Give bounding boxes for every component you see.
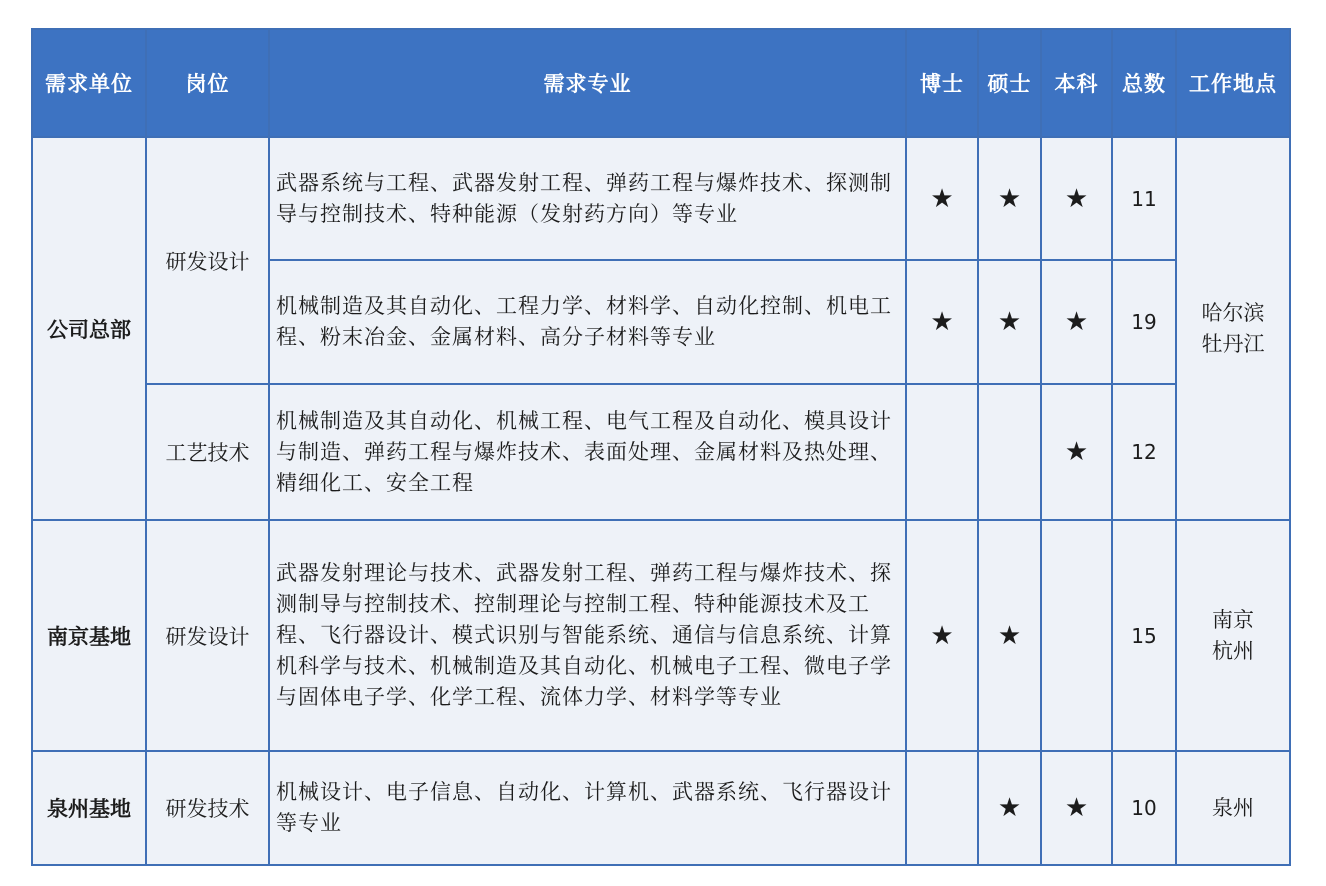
table-row	[32, 751, 1290, 865]
total-cell: 12	[1112, 384, 1176, 520]
major-cell: 机械设计、电子信息、自动化、计算机、武器系统、飞行器设计等专业	[269, 751, 906, 865]
master-star-icon: ★	[978, 260, 1041, 384]
table-row	[32, 137, 1290, 260]
recruitment-table	[31, 28, 1291, 866]
major-cell: 机械制造及其自动化、机械工程、电气工程及自动化、模具设计与制造、弹药工程与爆炸技术、表面处理、金属材料及热处理、精细化工、安全工程	[269, 384, 906, 520]
table-row	[32, 384, 1290, 520]
table-row	[32, 520, 1290, 751]
bachelor-star-icon: ★	[1041, 137, 1112, 260]
bachelor-star-icon: ★	[1041, 384, 1112, 520]
position-cell: 研发技术	[146, 751, 269, 865]
location-cell: 南京 杭州	[1176, 520, 1290, 751]
header-row	[32, 29, 1290, 137]
major-cell: 武器发射理论与技术、武器发射工程、弹药工程与爆炸技术、探测制导与控制技术、控制理论与控制工程、特种能源技术及工程、飞行器设计、模式识别与智能系统、通信与信息系统、计算机科学与技术、机械制造及其自动化、机械电子工程、微电子学与固体电子学、化学工程、流体力学、材料学等专业	[269, 520, 906, 751]
total-cell: 15	[1112, 520, 1176, 751]
header-phd: 博士	[906, 29, 978, 137]
master-star-icon: ★	[978, 520, 1041, 751]
empty-degree-cell	[1041, 520, 1112, 751]
major-cell: 机械制造及其自动化、工程力学、材料学、自动化控制、机电工程、粉末冶金、金属材料、高分子材料等专业	[269, 260, 906, 384]
unit-cell: 南京基地	[32, 520, 146, 751]
unit-cell: 公司总部	[32, 137, 146, 520]
header-master: 硕士	[978, 29, 1041, 137]
header-total: 总数	[1112, 29, 1176, 137]
bachelor-star-icon: ★	[1041, 751, 1112, 865]
unit-cell: 泉州基地	[32, 751, 146, 865]
phd-star-icon: ★	[906, 137, 978, 260]
position-cell: 研发设计	[146, 137, 269, 384]
master-star-icon: ★	[978, 137, 1041, 260]
total-cell: 19	[1112, 260, 1176, 384]
position-cell: 工艺技术	[146, 384, 269, 520]
total-cell: 10	[1112, 751, 1176, 865]
header-unit: 需求单位	[32, 29, 146, 137]
header-major: 需求专业	[269, 29, 906, 137]
phd-star-icon: ★	[906, 260, 978, 384]
header-location: 工作地点	[1176, 29, 1290, 137]
major-cell: 武器系统与工程、武器发射工程、弹药工程与爆炸技术、探测制导与控制技术、特种能源（发射药方向）等专业	[269, 137, 906, 260]
header-bachelor: 本科	[1041, 29, 1112, 137]
empty-degree-cell	[906, 751, 978, 865]
empty-degree-cell	[906, 384, 978, 520]
position-cell: 研发设计	[146, 520, 269, 751]
total-cell: 11	[1112, 137, 1176, 260]
phd-star-icon: ★	[906, 520, 978, 751]
empty-degree-cell	[978, 384, 1041, 520]
header-position: 岗位	[146, 29, 269, 137]
bachelor-star-icon: ★	[1041, 260, 1112, 384]
master-star-icon: ★	[978, 751, 1041, 865]
location-cell: 泉州	[1176, 751, 1290, 865]
location-cell: 哈尔滨 牡丹江	[1176, 137, 1290, 520]
